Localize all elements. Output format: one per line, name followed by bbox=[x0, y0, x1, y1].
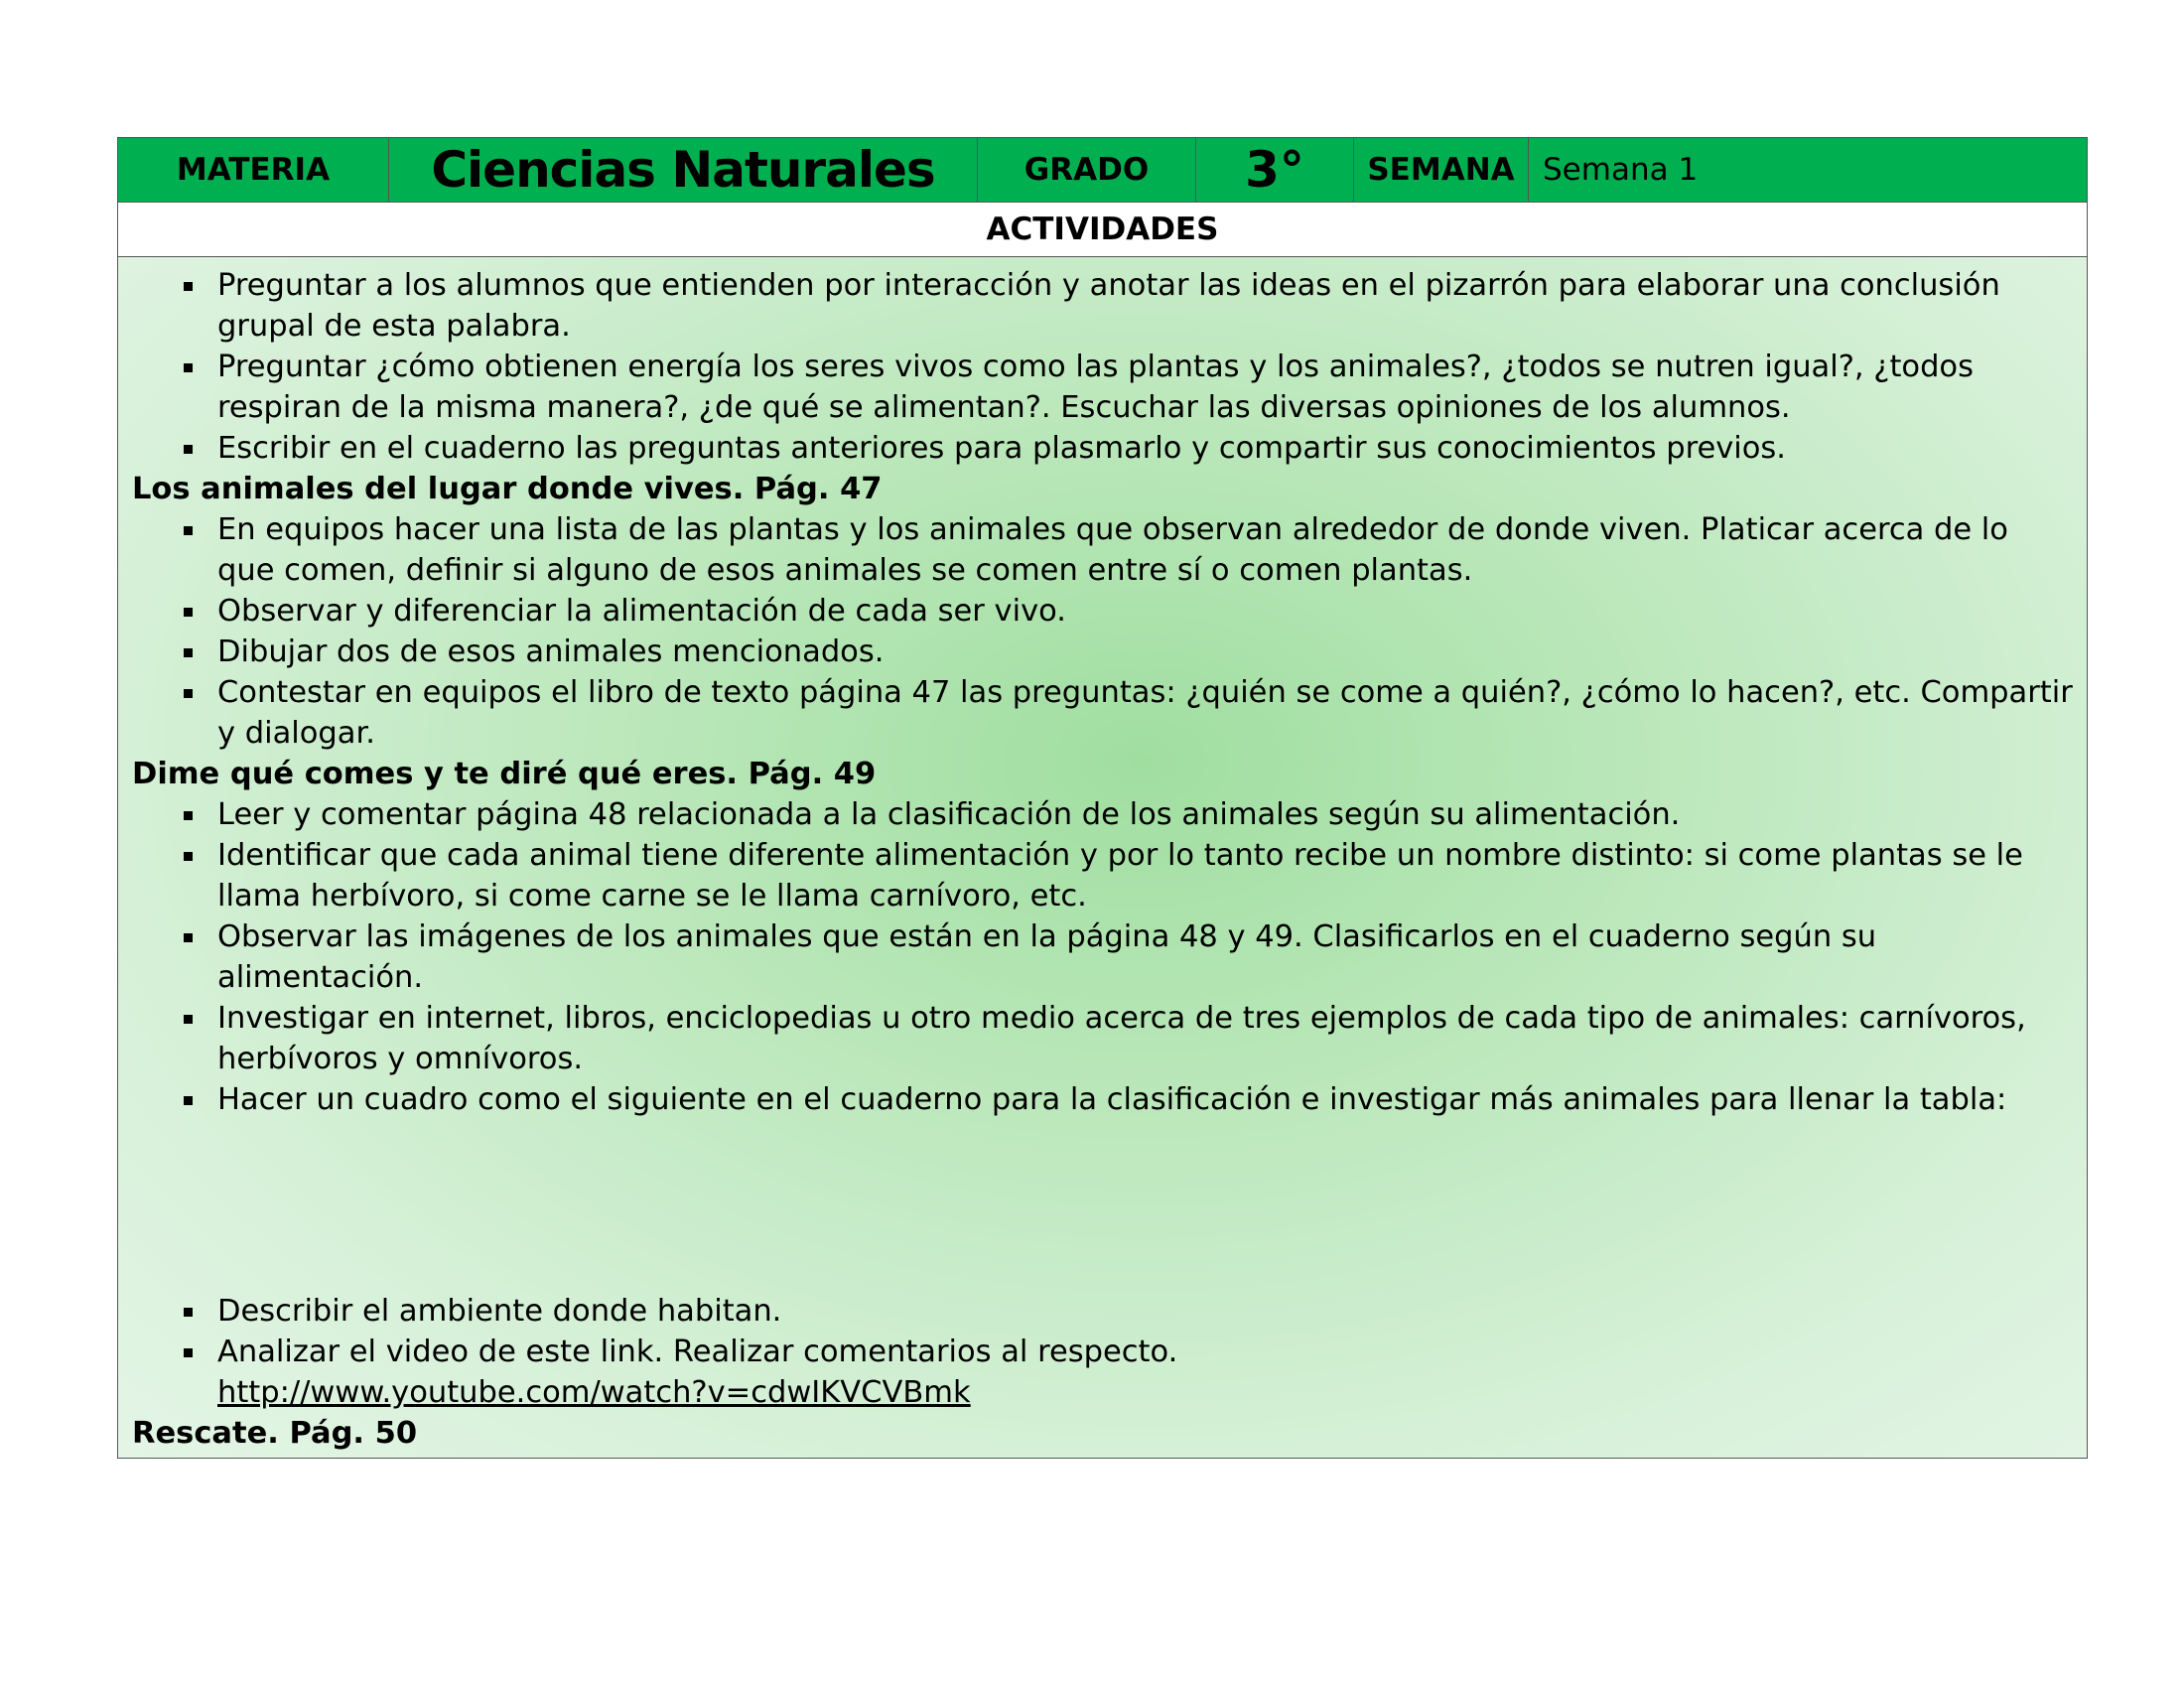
week-value: Semana 1 bbox=[1543, 152, 1699, 188]
list-item bbox=[132, 591, 2073, 632]
list-item-text: Escribir en el cuaderno las preguntas anteriores para plasmarlo y compartir sus conocimientos previos. bbox=[217, 431, 1786, 466]
section1-list bbox=[132, 509, 2073, 754]
section-heading-dime: Dime qué comes y te diré qué eres. Pág. 49 bbox=[132, 757, 877, 791]
bullet-icon bbox=[184, 608, 193, 617]
list-item-text: Hacer un cuadro como el siguiente en el cuaderno para la clasificación e investigar más animales para llenar la tabla: bbox=[217, 1082, 2007, 1117]
list-item-text: Preguntar a los alumnos que entienden por interacción y anotar las ideas en el pizarrón para elaborar una conclusión grupal de esta palabra. bbox=[217, 268, 2000, 344]
bullet-icon bbox=[184, 1015, 193, 1024]
bullet-icon bbox=[184, 1096, 193, 1105]
list-item bbox=[132, 347, 2073, 428]
bullet-icon bbox=[184, 363, 193, 372]
list-item bbox=[132, 1332, 2073, 1413]
bullet-icon bbox=[184, 282, 193, 291]
section2-after-list bbox=[132, 1291, 2073, 1413]
list-item-text: Analizar el video de este link. Realizar comentarios al respecto. bbox=[217, 1335, 1178, 1369]
list-item bbox=[132, 509, 2073, 591]
list-item-text: Identificar que cada animal tiene diferente alimentación y por lo tanto recibe un nombre distinto: si come plantas se le llama herbívoro, si come carne se le llama carnívoro, etc. bbox=[217, 838, 2023, 914]
activities-title: ACTIVIDADES bbox=[118, 203, 2087, 257]
list-item-text: Preguntar ¿cómo obtienen energía los seres vivos como las plantas y los animales?, ¿todos se nutren igual?, ¿todos respiran de la misma manera?, ¿de qué se alimentan?. Escuchar las diversas opiniones de los alumnos. bbox=[217, 350, 1974, 425]
bullet-icon bbox=[184, 445, 193, 454]
bullet-icon bbox=[184, 933, 193, 942]
list-item-text: Observar y diferenciar la alimentación de cada ser vivo. bbox=[217, 594, 1066, 629]
activities-body bbox=[118, 257, 2087, 1458]
list-item bbox=[132, 428, 2073, 469]
list-item bbox=[132, 1291, 2073, 1332]
list-item bbox=[132, 794, 2073, 835]
bullet-icon bbox=[184, 1348, 193, 1357]
list-item bbox=[132, 265, 2073, 347]
list-item-text: Contestar en equipos el libro de texto página 47 las preguntas: ¿quién se come a quién?, ¿cómo lo hacen?, etc. Compartir y dialogar. bbox=[217, 675, 2073, 751]
section2-list bbox=[132, 794, 2073, 1120]
list-item-text: Investigar en internet, libros, enciclopedias u otro medio acerca de tres ejemplos de cada tipo de animales: carnívoros, herbívoros y omnívoros. bbox=[217, 1001, 2026, 1076]
bullet-icon bbox=[184, 811, 193, 820]
section-heading-rescate: Rescate. Pág. 50 bbox=[132, 1416, 418, 1451]
bullet-icon bbox=[184, 648, 193, 657]
list-item-text: En equipos hacer una lista de las plantas y los animales que observan alrededor de donde viven. Platicar acerca de lo que comen, definir si alguno de esos animales se comen entre sí o comen plantas. bbox=[217, 512, 2008, 588]
list-item bbox=[132, 1079, 2073, 1120]
activity-sheet bbox=[117, 137, 2088, 1459]
list-item-text: Describir el ambiente donde habitan. bbox=[217, 1294, 782, 1329]
bullet-icon bbox=[184, 526, 193, 535]
list-item bbox=[132, 998, 2073, 1079]
list-item-text: Observar las imágenes de los animales que están en la página 48 y 49. Clasificarlos en el cuaderno según su alimentación. bbox=[217, 919, 1877, 995]
list-item-text: Dibujar dos de esos animales mencionados. bbox=[217, 634, 885, 669]
list-item bbox=[132, 672, 2073, 754]
table-placeholder-space bbox=[132, 1120, 2073, 1291]
list-item bbox=[132, 632, 2073, 672]
list-item-text: Leer y comentar página 48 relacionada a la clasificación de los animales según su alimentación. bbox=[217, 797, 1681, 832]
bullet-icon bbox=[184, 1308, 193, 1317]
header-row bbox=[118, 138, 2087, 203]
list-item bbox=[132, 916, 2073, 998]
bullet-icon bbox=[184, 852, 193, 861]
grade-value: 3° bbox=[1196, 138, 1354, 202]
video-link[interactable]: http://www.youtube.com/watch?v=cdwIKVCVBmk bbox=[217, 1375, 971, 1410]
section-heading-animales: Los animales del lugar donde vives. Pág. 47 bbox=[132, 472, 883, 506]
list-item bbox=[132, 835, 2073, 916]
semana-label: SEMANA bbox=[1354, 138, 1529, 202]
subject-value: Ciencias Naturales bbox=[389, 138, 978, 202]
intro-list bbox=[132, 265, 2073, 469]
grado-label: GRADO bbox=[978, 138, 1196, 202]
bullet-icon bbox=[184, 689, 193, 698]
materia-label: MATERIA bbox=[118, 138, 389, 202]
